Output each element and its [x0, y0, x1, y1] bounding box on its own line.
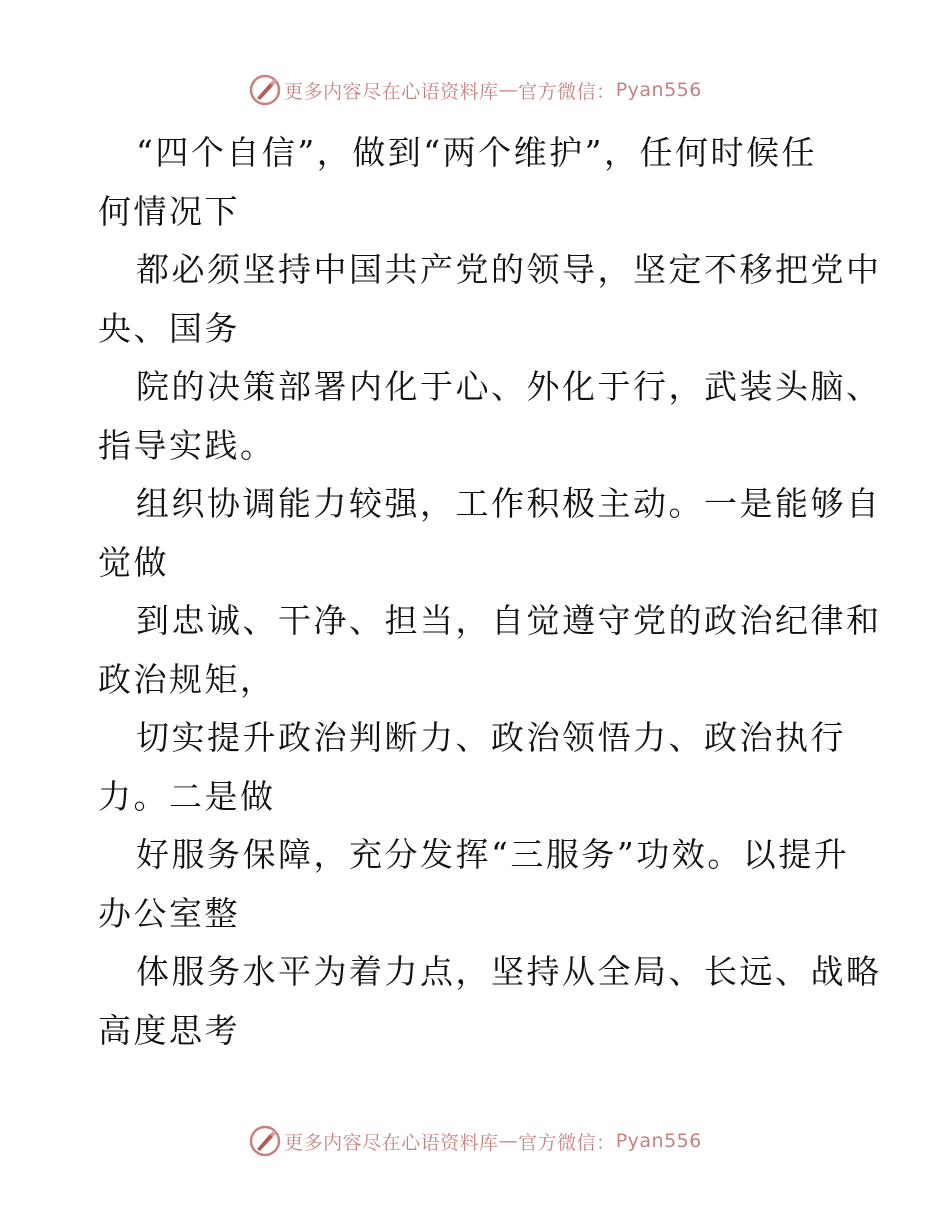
watermark-text: 更多内容尽在心语资料库 [284, 1131, 499, 1154]
text-line: 央、国务 [98, 308, 240, 348]
text-line: 政治规矩， [98, 659, 276, 699]
text-line: 都必须坚持中国共产党的领导，坚定不移把党中 [136, 250, 882, 289]
watermark-wechat-label: 官方微信： [518, 1131, 616, 1154]
pen-logo-icon [248, 1124, 282, 1158]
text-line: 办公室整 [98, 893, 240, 933]
text-line: 力。二是做 [98, 776, 276, 816]
text-line: 觉做 [98, 542, 169, 582]
text-line: 组织协调能力较强，工作积极主动。一是能够自 [136, 484, 882, 523]
text-line: 好服务保障，充分发挥“三服务”功效。以提升 [136, 835, 850, 874]
watermark-footer [0, 1124, 950, 1158]
watermark-wechat-id: Pyan556 [615, 1130, 702, 1152]
watermark-wechat-label: 官方微信： [518, 80, 616, 103]
text-line: 指导实践。 [98, 425, 276, 465]
watermark-text: 更多内容尽在心语资料库 [284, 80, 499, 103]
watermark-wechat-id: Pyan556 [615, 79, 702, 101]
pen-logo-icon [248, 73, 282, 107]
document-body [98, 124, 882, 1060]
text-line: 何情况下 [98, 191, 240, 231]
watermark-header [0, 73, 950, 107]
watermark-separator: — [498, 79, 519, 101]
text-line: 体服务水平为着力点，坚持从全局、长远、战略 [136, 952, 882, 991]
watermark-separator: — [498, 1130, 519, 1152]
text-line: 院的决策部署内化于心、外化于行，武装头脑、 [136, 367, 882, 406]
text-line: 高度思考 [98, 1010, 240, 1050]
text-line: “四个自信”，做到“两个维护”，任何时候任 [136, 133, 817, 172]
text-line: 切实提升政治判断力、政治领悟力、政治执行 [136, 718, 846, 757]
text-line: 到忠诚、干净、担当，自觉遵守党的政治纪律和 [136, 601, 882, 640]
